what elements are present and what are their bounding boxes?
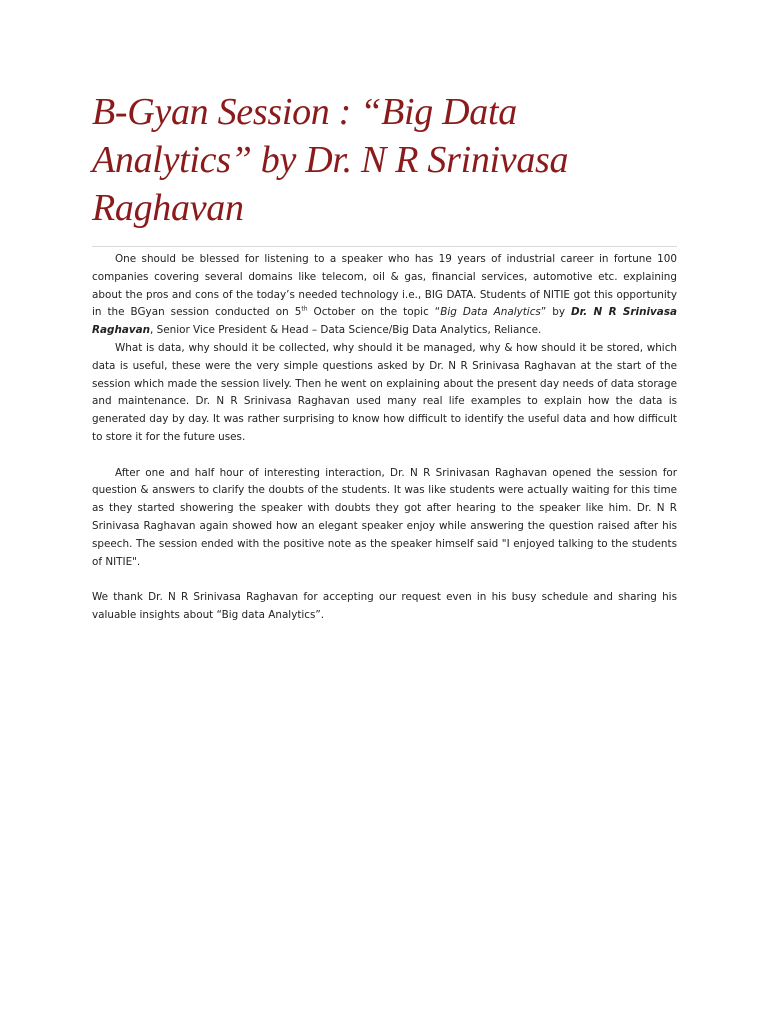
- article: [92, 88, 677, 625]
- article-title: B-Gyan Session : “Big Data Analytics” by Dr. N R Srinivasa Raghavan: [92, 91, 569, 229]
- speaker-name: Dr. N R Srinivasa Raghavan: [92, 306, 678, 337]
- paragraph-intro: [92, 251, 677, 340]
- article-body: [92, 251, 677, 625]
- paragraph-questions: What is data, why should it be collected, why should it be managed, why & how should it be stored, which data is useful, these were the very simple questions asked by Dr. N R Srinivasa Raghavan at the start of the session which made the session lively. Then he went on explaining about the present day needs of data storage and maintenance. Dr. N R Srinivasa Raghavan used many real life examples to explain how the data is generated day by day. It was rather surprising to know how difficult to identify the useful data and how difficult to store it for the future uses.: [92, 341, 677, 443]
- paragraph-interaction: After one and half hour of interesting interaction, Dr. N R Srinivasan Raghavan opened the session for question & answers to clarify the doubts of the students. It was like students were actually waiting for this time as they started showering the speaker with doubts they got after hearing to the speaker like him. Dr. N R Srinivasa Raghavan again showed how an elegant speaker enjoy while answering the question raised after his speech. The session ended with the positive note as the speaker himself said "I enjoyed talking to the students of NITIE".: [92, 466, 677, 568]
- intro-text-d: , Senior Vice President & Head – Data Science/Big Data Analytics, Reliance.: [150, 324, 542, 337]
- paragraph-thanks: We thank Dr. N R Srinivasa Raghavan for accepting our request even in his busy schedule and sharing his valuable insights about “Big data Analytics”.: [92, 591, 677, 621]
- date-ordinal: th: [301, 305, 308, 313]
- session-topic: Big Data Analytics: [440, 306, 541, 319]
- intro-text-a: One should be blessed for listening to a speaker who has 19 years of industrial career in fortune 100 companies covering several domains like telecom, oil & gas, financial services, automotive etc. explaining about the pros and cons of the today’s needed technology i.e., BIG DATA. Students of NITIE got this opportunity in the BGyan session conducted on 5: [92, 253, 677, 319]
- intro-text-b: October on the topic “: [307, 306, 441, 319]
- intro-text-c: ” by: [540, 306, 571, 319]
- paragraph-spacer: [92, 571, 677, 589]
- title-divider: [92, 246, 677, 247]
- paragraph-spacer: [92, 447, 677, 465]
